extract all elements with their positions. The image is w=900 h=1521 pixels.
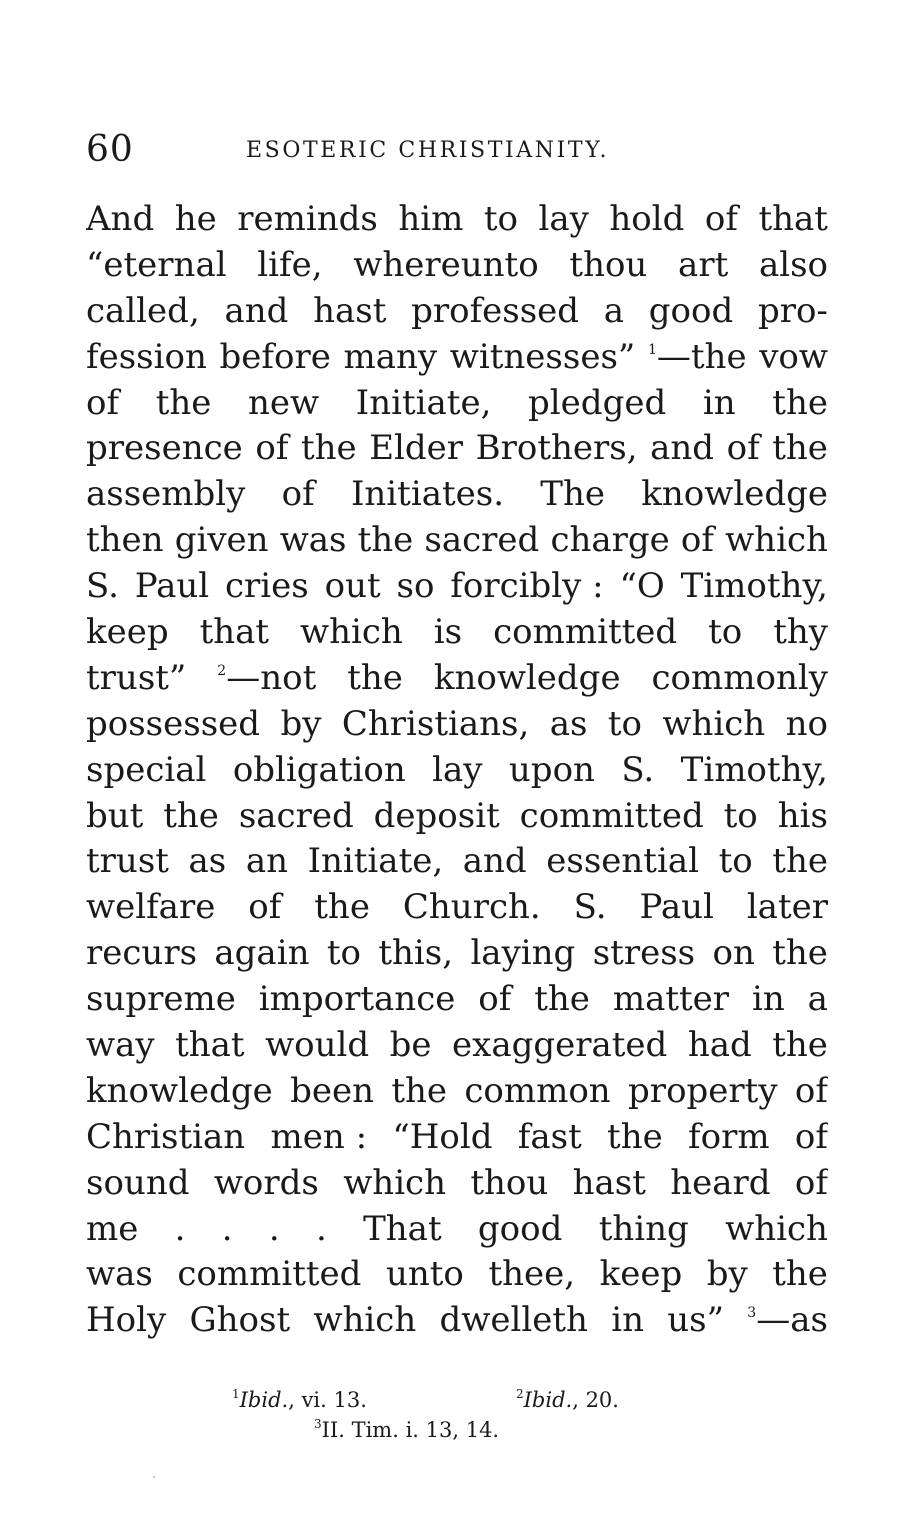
footnote-mark: 1 [232,1387,240,1401]
word: S. [621,749,655,790]
word: supreme [86,979,236,1020]
word: art [678,244,729,285]
text-line [86,1207,828,1253]
word: upon [508,749,595,790]
word: the [347,657,403,698]
word: before [219,336,331,377]
word: committed [493,612,678,653]
text-line [86,656,828,702]
word: trust [86,841,169,882]
word: . [268,1208,280,1249]
word: committed [519,795,704,836]
word: of [794,1116,828,1157]
text-line [86,977,828,1023]
word: that [199,612,270,653]
word: Brothers, [475,428,638,469]
word: of [248,887,282,928]
word: the [300,428,357,469]
word: thou [569,244,648,285]
word: had [687,1025,752,1066]
word: form [688,1116,770,1157]
text-line [86,472,828,518]
word: . [174,1208,186,1249]
word: Timothy, [680,749,828,790]
word: to [718,841,753,882]
word: that [175,1025,245,1066]
word: of [86,382,120,423]
word: commonly [651,657,828,698]
footnote-ref: Ibid. [523,1388,573,1412]
word: trust” [86,657,187,698]
word: forcibly : [450,566,604,607]
text-line [86,885,828,931]
word: the [314,887,370,928]
word: the [772,382,828,423]
word: of [704,199,738,239]
text-line [86,1069,828,1115]
word: is [433,612,463,653]
word: Christian [86,1116,246,1157]
word: . [316,1208,327,1249]
word: sacred [424,520,540,561]
word: sound [86,1162,190,1203]
body-text [86,197,828,1344]
word: which [343,1162,447,1203]
word: as [188,841,227,882]
footnote-marker: 3 [747,1305,757,1322]
word: the [772,841,828,882]
word: no [785,703,828,744]
word: me [86,1208,139,1249]
word: That [363,1208,442,1249]
word: Holy [86,1300,167,1341]
word: thing [598,1208,689,1249]
word: to [723,795,758,836]
text-line [86,426,828,472]
word: knowledge [86,1070,273,1111]
word: Paul [639,887,714,928]
word: assembly [86,474,246,515]
text-line [86,610,828,656]
word: the [534,979,590,1020]
word: possessed [86,703,261,744]
word: again [214,933,310,974]
word: $^2$—not [217,657,317,698]
word: thy [773,612,828,653]
word: fast [517,1116,582,1157]
word: Timothy, [680,566,828,607]
page-number: 60 [86,129,134,170]
word: of [726,428,760,469]
word: Church. [402,887,541,928]
word: recurs [86,933,198,974]
word: Initiate, [355,382,492,423]
word: his [777,795,828,836]
word: but [86,795,144,836]
word: essential [546,841,699,882]
word: been [290,1070,374,1111]
word: deposit [373,795,500,836]
word: out [324,566,381,607]
word: given [174,520,269,561]
word: called, [86,290,200,331]
footnote-text: II. Tim. i. 13, 14. [321,1418,500,1442]
word: the [357,520,414,561]
text-line [86,1023,828,1069]
word: also [758,244,828,285]
word: Christians, [341,703,530,744]
word: new [248,382,320,423]
word: charge [550,520,670,561]
text-line [86,702,828,748]
paper-speck [153,1476,155,1478]
word: special [86,749,207,790]
word: knowledge [433,657,621,698]
word: of [281,474,315,515]
word: as [549,703,588,744]
footnote-mark: 3 [314,1417,322,1431]
word: lay [432,749,483,790]
word: a [603,290,625,331]
word: S. [86,566,119,607]
word: reminds [237,199,378,239]
word: on [712,933,755,974]
text-line [86,1298,828,1344]
word: hast [572,1162,646,1203]
word: “O [619,566,665,607]
word: which [725,520,828,561]
word: later [746,887,828,928]
text-line [86,931,828,977]
footnote-row [86,1385,828,1415]
word: that [758,199,828,239]
word: in [611,1300,644,1341]
word: of [255,428,289,469]
text-line [86,289,828,335]
word: in [702,382,736,423]
word: witnesses” [449,336,636,377]
word: so [396,566,435,607]
running-head [86,130,826,170]
word: cries [225,566,309,607]
footnote-1 [232,1385,367,1415]
footnote-2 [516,1385,619,1415]
word: knowledge [641,474,828,515]
word: $^1$—the [647,336,747,377]
word: pro- [757,290,828,331]
word: Elder [369,428,464,469]
word: dwelleth [439,1300,588,1341]
word: keep [599,1254,683,1295]
word: the [391,1070,447,1111]
word: sacred [238,795,354,836]
word: of [794,1070,828,1111]
word: And [86,199,155,239]
word: the [155,382,212,423]
word: thou [470,1162,549,1203]
word: would [265,1025,370,1066]
word: and [650,428,715,469]
footnote-ref: Ibid. [239,1388,289,1412]
word: unto [385,1254,464,1295]
word: the [607,1116,663,1157]
word: hast [313,290,387,331]
word: . [221,1208,233,1249]
footnotes [86,1385,828,1445]
word: was [279,520,347,561]
word: a [807,979,828,1020]
word: this, [378,933,454,974]
word: in [751,979,785,1020]
word: life, [257,244,323,285]
footnote-marker: 1 [647,341,657,358]
word: stress [592,933,696,974]
word: Initiate, [307,841,444,882]
word: obligation [232,749,406,790]
word: presence [86,428,243,469]
word: him [398,199,464,239]
word: way [86,1025,155,1066]
word: Paul [134,566,210,607]
word: exaggerated [452,1025,668,1066]
word: the [772,933,828,974]
word: which [725,1208,828,1249]
word: by [706,1254,748,1295]
word: good [648,290,734,331]
word: property [628,1070,778,1111]
word: he [174,199,217,239]
word: The [540,474,605,515]
word: pledged [528,382,667,423]
word: which [313,1300,417,1341]
running-title: ESOTERIC CHRISTIANITY. [246,138,610,163]
word: which [300,612,403,653]
word: to [483,199,519,239]
word: and [462,841,527,882]
word: Ghost [189,1300,291,1341]
text-line [86,381,828,427]
text-line [86,518,828,564]
word: men : [270,1116,368,1157]
word: vow [759,336,828,377]
text-line [86,839,828,885]
word: and [224,290,289,331]
word: the [163,795,219,836]
footnote-text: , vi. 13. [288,1388,367,1412]
word: to [326,933,361,974]
footnote-marker: 2 [217,662,227,679]
word: lay [538,199,589,239]
word: S. [573,887,607,928]
word: of [478,979,512,1020]
word: words [213,1162,319,1203]
word: to [607,703,642,744]
word: laying [470,933,576,974]
text-line [86,197,828,243]
text-line [86,1252,828,1298]
text-line [86,564,828,610]
word: importance [258,979,456,1020]
word: many [343,336,438,377]
word: the [772,1254,828,1295]
word: matter [612,979,730,1020]
word: “Hold [392,1116,493,1157]
word: of [794,1162,828,1203]
word: common [464,1070,611,1111]
text-line [86,748,828,794]
word: an [245,841,288,882]
word: Initiates. [350,474,505,515]
word: welfare [86,887,216,928]
text-line [86,243,828,289]
word: us” [667,1300,725,1341]
text-line [86,1161,828,1207]
word: the [772,1025,828,1066]
word: thee, [488,1254,576,1295]
word: $^3$—as [747,1300,828,1341]
word: whereunto [353,244,539,285]
word: to [708,612,743,653]
footnote-mark: 2 [516,1387,524,1401]
word: keep [86,612,169,653]
word: “eternal [86,244,227,285]
text-line [86,794,828,840]
footnote-text: , 20. [572,1388,619,1412]
word: professed [411,290,580,331]
word: by [280,703,322,744]
word: hold [609,199,685,239]
text-line [86,335,828,381]
text-line [86,1115,828,1161]
word: then [86,520,164,561]
word: heard [670,1162,771,1203]
word: committed [177,1254,362,1295]
word: be [389,1025,432,1066]
word: was [86,1254,153,1295]
footnote-3 [314,1415,499,1445]
footnote-row [86,1415,828,1445]
word: fession [86,336,207,377]
word: of [680,520,714,561]
word: good [477,1208,563,1249]
word: the [772,428,828,469]
word: which [662,703,766,744]
